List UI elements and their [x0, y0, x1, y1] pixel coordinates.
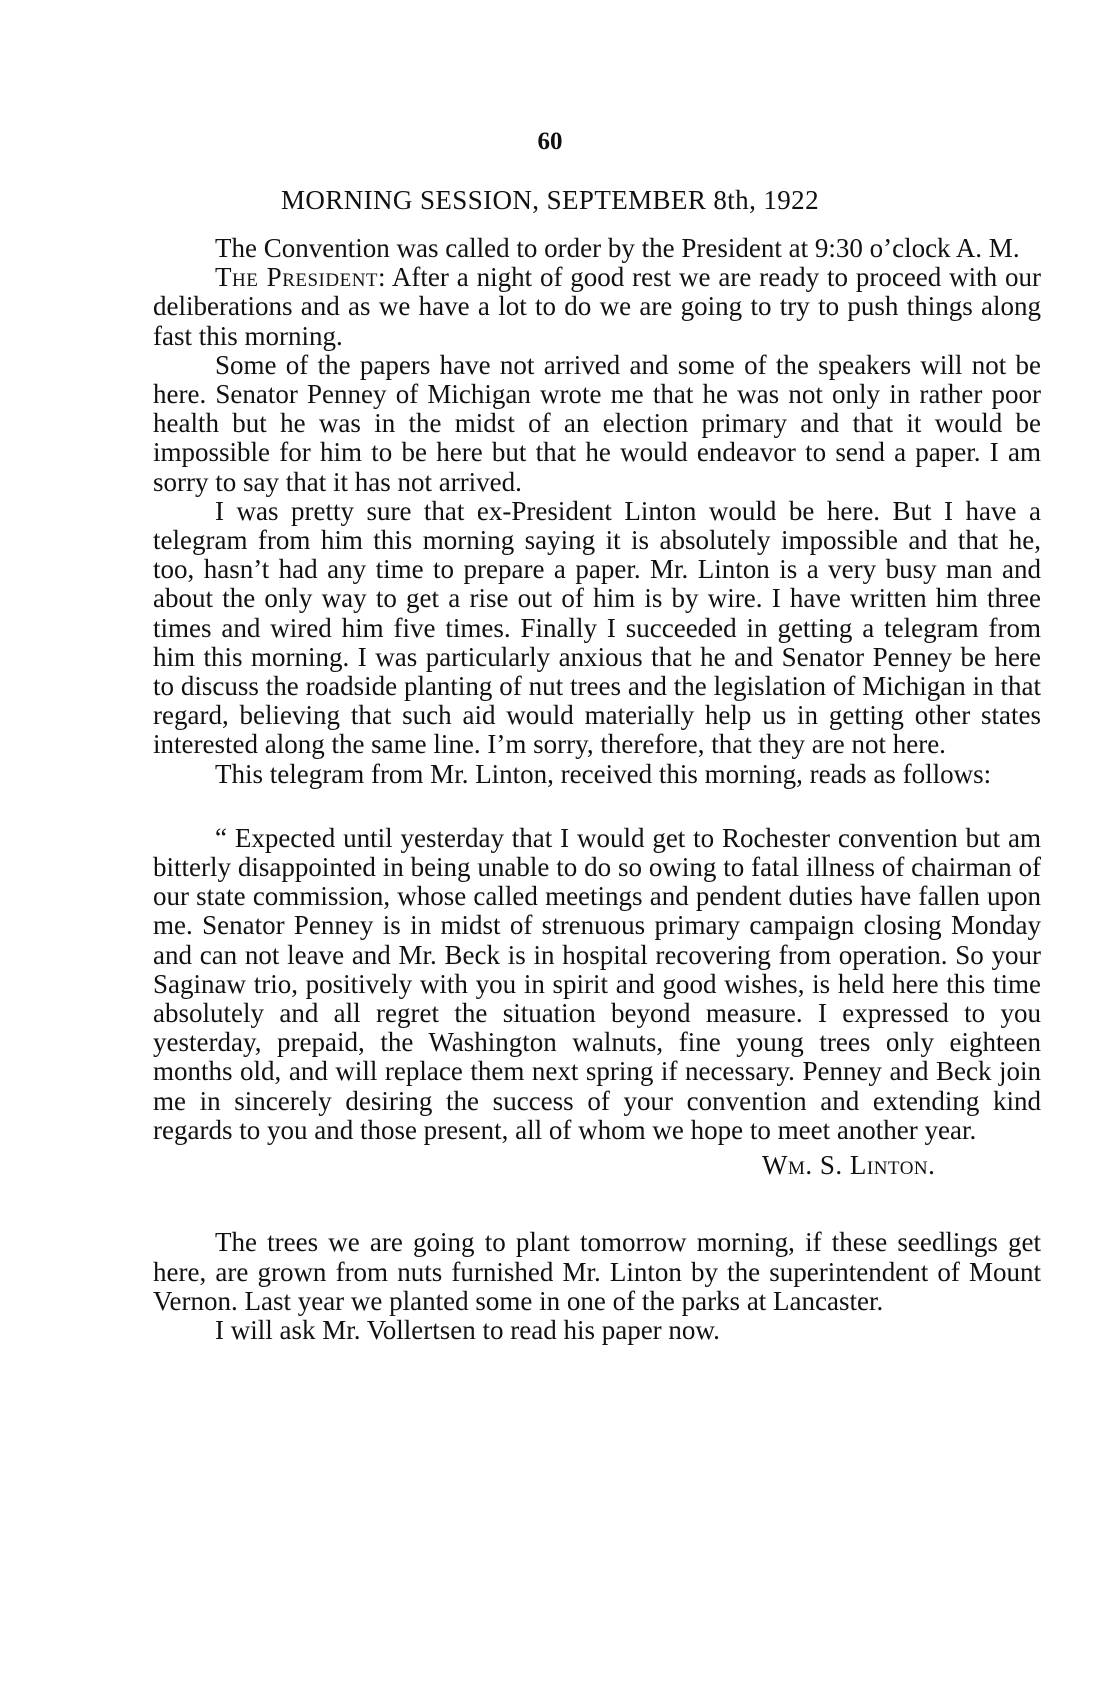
telegram-quote: “ Expected until yesterday that I would get to Rochester convention but am bitterly disappointed in being unable to do so owing to fatal illness of chairman of our state commission, whose called meetings and pendent duties have fallen upon me. Senator Penney is in midst of strenuous primary campaign closing Monday and can not leave and Mr. Beck is in hospital recovering from operation. So your Saginaw trio, positively with you in spirit and good wishes, is held here this time absolutely and all regret the situation beyond measure. I expressed to you yesterday, prepaid, the Washington walnuts, fine young trees only eighteen months old, and will replace them next spring if necessary. Penney and Beck join me in sincerely desiring the success of your convention and extending kind regards to you and those present, all of whom we hope to meet another year.: [153, 822, 1041, 1145]
speaker-label: The President: [215, 262, 379, 293]
president-remarks-text: After a night of good rest we are ready to proceed with our deliberations and as we have a lot to do we are going to try to push things along fast this morning.: [153, 262, 1041, 351]
speaker-colon: :: [378, 262, 386, 293]
president-remarks-paragraph: [153, 263, 1041, 351]
session-heading: MORNING SESSION, SEPTEMBER 8th, 1922: [281, 185, 819, 215]
telegram-signature: Wm. S. Linton.: [762, 1150, 936, 1181]
linton-absence-paragraph: I was pretty sure that ex-President Linton would be here. But I have a telegram from him this morning saying it is absolutely impossible and that he, too, hasn’t had any time to prepare a paper. Mr. Linton is a very busy man and about the only way to get a rise out of him is by wire. I have written him three times and wired him five times. Finally I succeeded in getting a telegram from him this morning. I was particularly anxious that he and Senator Penney be here to discuss the roadside planting of nut trees and the legislation of Michigan in that regard, believing that such aid would materially help us in getting other states interested along the same line. I’m sorry, therefore, that they are not here.: [153, 495, 1041, 760]
next-speaker-paragraph: I will ask Mr. Vollertsen to read his paper now.: [215, 1314, 720, 1345]
call-to-order-paragraph: The Convention was called to order by the President at 9:30 o’clock A. M.: [215, 233, 1020, 263]
tree-planting-paragraph: The trees we are going to plant tomorrow morning, if these seedlings get here, are grown from nuts furnished Mr. Linton by the superintendent of Mount Vernon. Last year we planted some in one of the parks at Lancaster.: [153, 1227, 1041, 1316]
page-number: 60: [537, 128, 563, 155]
missing-papers-paragraph: Some of the papers have not arrived and some of the speakers will not be here. Senator Penney of Michigan wrote me that he was not only in rather poor health but he was in the midst of an election primary and that it would be impossible for him to be here but that he would endeavor to send a paper. I am sorry to say that it has not arrived.: [153, 349, 1041, 497]
document-body: [153, 234, 1041, 1345]
telegram-intro-paragraph: This telegram from Mr. Linton, received this morning, reads as follows:: [215, 758, 992, 789]
